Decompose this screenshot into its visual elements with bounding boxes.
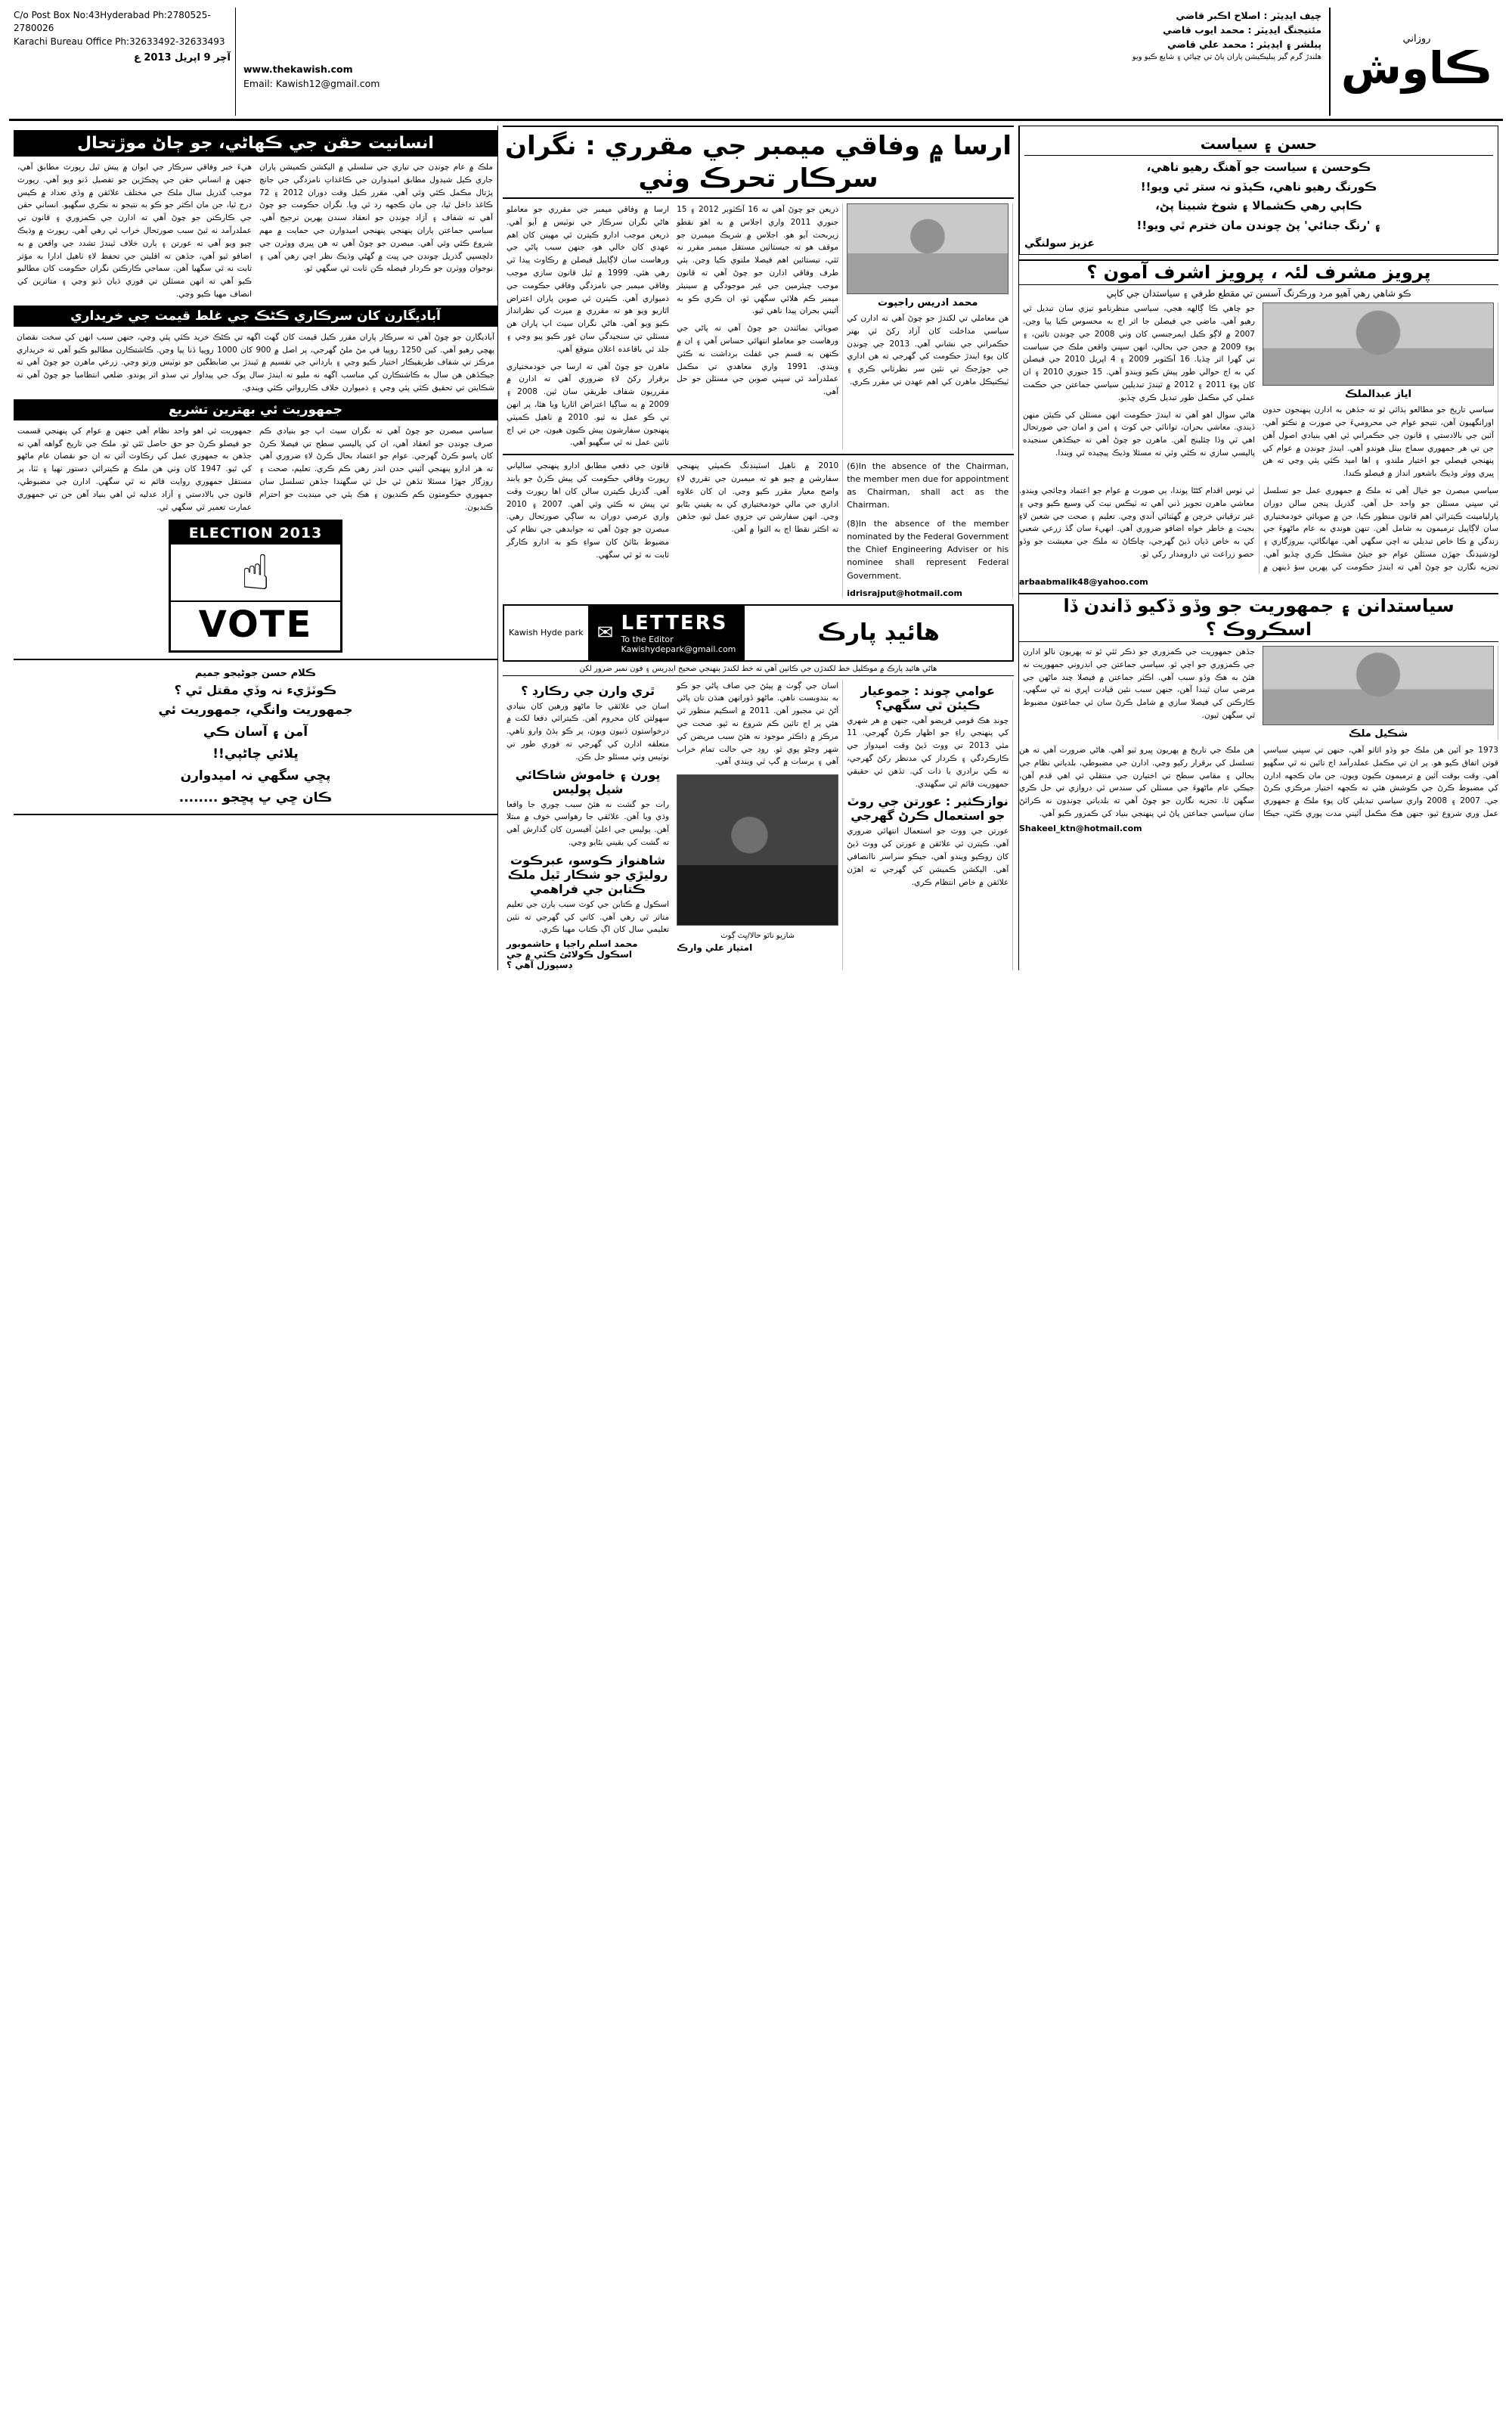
left-a1-col2: سياسي تاريخ جو مطالعو ٻڌائي ٿو ته جڏهن به ادارن پنهنجون حدون اورانگهيون آهن، نتيجو عوام جي محروميءَ جي صورت ۾ نڪتو آهي. آئين جي بالادستي ۽ قانون جي حڪمراني ئي اهي بنيادي اصول آهن جن تي هر جمهوري سماج بيٺل هوندو آهي. ايندڙ چونڊن ۾ عوام کي پنهنجي فيصلي جو اختيار ملندو، ۽ اها اميد ڪئي پئي وڃي ته هن ڀيري ووٽر وڌيڪ باشعور انداز ۾ فيصلو ڪندا.	[1263, 405, 1494, 479]
left-article-1-author: اياز عبدالملڪ	[1345, 389, 1411, 401]
left-article-2-email[interactable]: Shakeel_ktn@hotmail.com	[1019, 823, 1142, 833]
letters-photo-caption: شازيو ناٿو حالا/ڀٽ ڳوٺ	[720, 932, 795, 941]
pointing-hand-icon: ☝	[240, 545, 271, 602]
poem-box-title: حسن ۽ سياست	[1024, 135, 1493, 156]
left-article-1-kicker: ڪو شاهي رهي آهيو مرد ورڪرنگ آسسن تي مقطع طرفي ۽ سياستدان جي کاٻي	[1106, 288, 1411, 299]
hyde-park-header	[503, 604, 1014, 662]
letters-instruction: هاڻي هائيڊ پارڪ ۾ موڪليل خط لکندڙن جي ڪاٺين آهي ته خط لکندڙ پنهنجي صحيح ايڊريس ۽ فون نمبر ضرور لکن	[503, 665, 1014, 676]
masthead-contact-block	[9, 8, 236, 116]
masthead-tagline: هلندڙ گرم گير پبليڪيشن پاران پاڻ تي ڇپائي ۽ شايع ڪيو ويو	[1132, 53, 1321, 62]
lead2-col-2: 2010 ۾ ٺاهيل اسٽينڊنگ ڪميٽي پنهنجي سفارشن ۾ چيو هو ته ميمبرن جي تقرري لاءِ واضح معيار مقرر ڪيو وڃي. ان کان علاوه اداري جي مالي خودمختياري کي به يقيني بڻايو وڃي. انهن سفارشن تي جزوي عمل ٿيو، جڏهن ته اڪثر نقطا اڄ به التوا ۾ آهن.	[677, 461, 839, 535]
right-bottom-heading: ڪوٽڙيء نہ وڏي مقتل ٿي ؟	[174, 683, 337, 698]
letter-body-1: اسان جي علائقي جا ماڻهو ورهين کان بنيادي سهولتن کان محروم آهن. ڪيترائي دفعا لکت ۾ درخواستون ڏنيون ويون، پر ڪو ٻڌڻ وارو ناهي. متعلقه ادارن کي گهرجي ته فوري طور تي نوٽيس وٺي مسئلو حل ڪن.	[507, 701, 670, 762]
letter-title-1: ٿري وارن جي رڪارڊ ؟	[521, 683, 655, 698]
left-article-2-columns	[1019, 646, 1498, 740]
mailbox-icon: ✉	[596, 621, 614, 644]
left-a1-col1b: هاڻي سوال اهو آهي ته ايندڙ حڪومت انهن مسئلن کي ڪيئن منهن ڏيندي. معاشي بحران، توانائي جي کوٽ ۽ امن و امان جي صورتحال اهي ٽي وڏا چئلينج آهن. ماهرن جو چوڻ آهي ته جيڪڏهن سنجيده پاليسي سازي نه ڪئي وئي ته مسئلا وڌيڪ پيچيده ٿي ويندا.	[1023, 410, 1255, 458]
left-a1-col1: جو چاهي ڪا ڳالهه هجي، سياسي منظرنامو تيزي سان تبديل ٿي رهيو آهي. ماضي جي فيصلن جا اثر اڄ به محسوس ڪيا پيا وڃن. 2007 ۾ لاڳو ڪيل ايمرجنسي کان وٺي 2008 جي چونڊن تائين، ۽ پوءِ 2009 ۾ ججن جي بحالي، انهن سڀني واقعن ملڪ جي سياست تي گهرا اثر ڇڏيا. 16 آڪٽوبر 2009 ۽ 4 اپريل 2010 جي فيصلن کي به اڄ حوالي طور پيش ڪيو ويندو آهي. 15 جنوري 2010 ۽ ان کان پوءِ 2011 ۽ 2012 ۾ ٿيندڙ تبديلين سياسي جماعتن جي حڪمت عملي کي مڪمل طور تبديل ڪري ڇڏيو.	[1023, 304, 1256, 402]
left-article-1-email[interactable]: arbaabmalik48@yahoo.com	[1019, 576, 1148, 587]
letter-title-7: نوازڪثير : عورتن جي روٽ جو استعمال ڪرڻ گهرجي	[847, 794, 1009, 824]
left-article-2-headline: سياستدانن ۽ جمهوريت جو وڏو ڏکيو ڏاندن ڏا اسڪروڪ ؟	[1019, 593, 1498, 642]
letters-col-2-text: اسان جي ڳوٺ ۾ پيئڻ جي صاف پاڻي جو ڪو به بندوبست ناهي. ماڻهو ڏورانهن هنڌن تان پاڻي آڻڻ تي مجبور آهن. 2011 ۾ اسڪيم منظور ٿي هئي پر اڄ تائين ڪم شروع نه ٿيو. صحت جي مرڪز ۾ ڊاڪٽر موجود نه هئڻ سبب مريضن کي شهر وڃڻو پوي ٿو. روڊ جي حالت تمام خراب آهي ۽ برسات ۾ گپ ٿي ويندي آهي.	[677, 681, 839, 767]
masthead-logo	[1329, 8, 1503, 116]
poem-poet: عزيز سولنگي	[1024, 237, 1095, 250]
lead-headline: ارسا ۾ وفاقي ميمبر جي مقرري : نگران سرڪار تحرڪ وٺي	[503, 126, 1014, 199]
masthead-email[interactable]: Email: Kawish12@gmail.com	[243, 78, 380, 89]
english-clause-8: (8)In the absence of the member nominated by the Federal Government the Chief Engineering Adviser or his nominee shall represent Federal Government.	[847, 519, 1009, 581]
lead-col-3: هن معاملي تي لکندڙ جو چوڻ آهي ته ادارن کي سياسي مداخلت کان آزاد رکڻ ئي بهتر حڪمراني جي نشاني آهي. 2013 جي چونڊن کان پوءِ ايندڙ حڪومت کي گهرجي ته هن اداري جي جوڙجڪ تي نئين سر نظرثاني ڪري ۽ ٽيڪنيڪل ماهرن کي اهم عهدن تي مقرر ڪري.	[847, 314, 1009, 386]
zone-left	[1019, 126, 1503, 970]
lead-article-columns-2	[503, 460, 1014, 597]
poem-line-4: ۽ 'رنگ جنائي' پڻ چوندن مان خترم ٿي ويو!!	[1136, 218, 1381, 232]
banner-wheat-purchase: آباديگارن کان سرڪاري ڪڻڪ جي غلط قيمت جي خريداري	[14, 306, 497, 327]
masthead-logo-sub: روزاني	[1402, 33, 1431, 45]
letters-columns	[503, 680, 1014, 971]
right-bottom-line-2: آمن ۽ آسان ڪي	[203, 724, 308, 740]
vote-label: VOTE	[171, 600, 340, 646]
hyde-park-title-en: Kawish Hyde park	[509, 628, 584, 638]
right-bottom-line-3: ڀلائي چاڻپي!!	[212, 746, 299, 762]
lead-col-1b: ماهرن جو چوڻ آهي ته ارسا جي خودمختياري برقرار رکڻ لاءِ ضروري آهي ته ادارن ۾ مقرريون شفاف طريقي سان ٿين. 2008 ۽ 2009 ۾ به ساڳيا اعتراض اٿاريا ويا هئا، پر انهن تي ڪو عمل نه ٿيو. 2010 ۾ ٺاهيل ڪميٽي پنهنجون سفارشون پيش ڪيون هيون، جن تي اڄ تائين عمل نه ٿي سگهيو آهي.	[507, 361, 670, 448]
lead-article-columns	[503, 203, 1014, 449]
author-email[interactable]: idrisrajput@hotmail.com	[847, 588, 962, 598]
right-col-a-text: هيءَ خبر وفاقي سرڪار جي ايوان ۾ پيش ٿيل رپورٽ مطابق آهي، جنهن ۾ انساني حقن جي ڀڃڪڙين جو تفصيل ڏنو ويو آهي. رپورٽ موجب گذريل سال ملڪ جي مختلف علائقن ۾ وڏي تعداد ۾ ڪيس درج ٿيا، جن مان اڪثر جو ڪو به نتيجو نه نڪري سگهيو. انساني حقن جي ڪارڪنن جو چوڻ آهي ته ادارن جي ڪمزوري ۽ قانون تي عملدرآمد نه ٿيڻ سبب صورتحال خراب ٿي رهي آهي. رپورٽ ۾ وڌيڪ چيو ويو آهي ته عورتن ۽ ٻارن خلاف ٿيندڙ تشدد جي واقعن ۾ به اضافو ٿيو آهي، جڏهن ته اقليتن جي تحفظ لاءِ ٺاهيل ادارا به مؤثر ثابت نه ٿي سگهيا آهن. سماجي ڪارڪنن نگران حڪومت کان مطالبو ڪيو آهي ته انهن مسئلن تي فوري ڌيان ڏنو وڃي ۽ متاثرين کي انصاف مهيا ڪيو وڃي.	[17, 163, 252, 299]
left-article-1-body: سياسي مبصرن جو خيال آهي ته ملڪ ۾ جمهوري عمل جو تسلسل ئي سڀني مسئلن جو واحد حل آهي. گذريل پنجن سالن دوران پارليامينٽ ڪيترائي اهم قانون منظور ڪيا، جن ۾ صوبائي خودمختياري سان لاڳاپيل ترميمون به شامل آهن. تنهن هوندي به عام ماڻهوءَ جي زندگي ۾ ڪا خاص تبديلي نه اچي سگهي آهي. مهانگائي، بيروزگاري ۽ لوڊشيڊنگ جهڙن مسئلن عوام جو جيئڻ مشڪل ڪري ڇڏيو آهي. تجزيه نگارن جو چوڻ آهي ته ايندڙ حڪومت کي پهرين سؤ ڏينهن ۾ ئي ٺوس اقدام کڻڻا پوندا، ٻي صورت ۾ عوام جو اعتماد وڃائجي ويندو. معاشي ماهرن تجويز ڏني آهي ته ٽيڪس نيٽ کي وسيع ڪيو وڃي ۽ غير ترقياتي خرچن ۾ گهٽتائي آندي وڃي. تعليم ۽ صحت جي شعبن لاءِ بجيٽ ۾ خاطر خواه اضافو ضروري آهي. انهيءَ سان گڏ زرعي شعبي کي به خاص ڌيان ڏيڻ گهرجي، ڇاڪاڻ ته ملڪ جي معيشت جو وڏو حصو زراعت تي دارومدار رکي ٿو.	[1019, 486, 1498, 572]
letter-body-2: رات جو گشت نه هئڻ سبب چوري جا واقعا وڌي ويا آهن. علائقي جا رهواسي خوف ۾ مبتلا آهن. پوليس جي اعليٰ آفيسرن کان گذارش آهي ته گشت کي يقيني بڻايو وڃي.	[507, 799, 670, 847]
letters-to-editor-logo	[588, 606, 745, 660]
letter-title-3: شاهنواز ڪوسو، عبرڪوت روليڙي جو شڪار ٿيل ملڪ ڪتابن جي فراهمي	[507, 852, 668, 896]
poem-line-2: ڪورنگ رهيو ناهي، ڪيڏو نہ ستر ٿي ويو!!	[1140, 179, 1377, 194]
letter-title-6: عوامي چوند : جموعيار ڪيئن ٿي سگهي؟	[860, 683, 995, 712]
election-label: ELECTION 2013	[171, 522, 340, 544]
hyde-park-title-ur: هائيڊ پارڪ	[817, 619, 940, 647]
left-article-2-body: 1973 جو آئين هن ملڪ جو وڏو اثاثو آهي، جنهن تي سڀني سياسي قوتن اتفاق ڪيو هو. پر ان تي مڪمل عملدرآمد اڄ تائين نه ٿي سگهيو آهي. وقت بوقت آئين ۾ ترميمون ڪيون ويون، جن مان ڪجهه ادارن کي مضبوط ڪرڻ جي ڪوشش هئي ته ڪجهه اختيار مرڪزي ڪرڻ جي. 2007 ۽ 2008 واري سياسي تبديلي کان پوءِ ملڪ ۾ جمهوري عمل وري شروع ٿيو، جنهن هڪ مڪمل آئيني مدت پوري ڪئي، جيڪا هن ملڪ جي تاريخ ۾ پهريون ڀيرو ٿيو آهي. هاڻي ضرورت آهي ته هن تسلسل کي برقرار رکيو وڃي. ادارن جي مضبوطي، بلدياتي نظام جي بحالي ۽ مقامي سطح تي اختيارن جي منتقلي ئي اهي قدم آهن، جيڪي عام ماڻهوءَ جي مسئلن کي سندس ئي دروازي تي حل ڪري سگهن ٿا. تجزيه نگارن جو چوڻ آهي ته بلدياتي چونڊون نه ڪرائڻ سان سياسي جماعتن پاڻ ئي پنهنجي بنياد کي ڪمزور ڪيو آهي.	[1019, 745, 1498, 818]
letters-logo-mail[interactable]: Kawishydepark@gmail.com	[621, 644, 736, 654]
masthead-karachi-office: Karachi Bureau Office Ph:32633492-32633493	[14, 36, 225, 47]
right-bottom-line-1: جمهوريت وانگي، جمهوريت ئي	[158, 703, 353, 718]
left-article-2-photo	[1263, 646, 1494, 725]
right-bottom-line-4: پڇي سگهي نہ اميدوارن	[180, 768, 331, 783]
right-bottom-line-5: ڪان ڇي ڀ پڇجو ........	[178, 790, 333, 805]
election-vote-graphic	[169, 520, 342, 653]
lead-col-2: ذريعن جو چوڻ آهي ته 16 آڪٽوبر 2012 ۽ 15 جنوري 2011 واري اجلاس ۾ به اهو نقطو زيربحث آيو هو. اجلاس ۾ شريڪ ميمبرن جو موقف هو ته جيستائين مستقل ميمبر مقرر نه ٿئي، تيستائين اهم فيصلا ملتوي ڪيا وڃن. ٻئي طرف وفاقي ادارن جو چوڻ آهي ته قانون موجب چيئرمين جي غير موجودگي ۾ سينيئر ميمبر ڪم هلائي سگهي ٿو، ان ڪري ڪو به آئيني بحران پيدا ناهي ٿيو.	[677, 205, 839, 316]
letter-body-6: چونڊ هڪ قومي فريضو آهي، جنهن ۾ هر شهري کي پنهنجي راءِ جو اظهار ڪرڻ گهرجي. 11 مئي 2013 تي ووٽ ڏيڻ وقت اميدوار جي ڪارڪردگي ۽ ڪردار کي مدنظر رکڻ گهرجي، نه ڪي برادري يا ذات کي. تڏهن ئي حقيقي جمهوريت قائم ٿي سگهندي.	[847, 715, 1009, 789]
letters-photo	[677, 774, 838, 926]
poem-line-3: ڪاٻي رهي ڪشمالا ۽ شوخ شبينا پڻ،	[1155, 199, 1362, 213]
left-article-1-photo	[1263, 302, 1494, 386]
letter-body-3: اسڪول ۾ ڪتابن جي کوٽ سبب ٻارن جي تعليم متاثر ٿي رهي آهي. کاتي کي گهرجي ته نئين تعليمي سال کان اڳ ڪتاب مهيا ڪري.	[507, 899, 670, 935]
banner-human-rights: انسانيت حقن جي ڪهاڻي، جو ڄاڻ موڙتحال	[14, 130, 497, 157]
lead-col-1: ارسا ۾ وفاقي ميمبر جي مقرري جو معاملو هاڻي نگران سرڪار جي نوٽيس ۾ آيو آهي. ذريعن موجب ادارو ڪيترن ئي مهينن کان اهم عهدي کان خالي هو، جنهن سبب پاڻي جي ورهاست سان لاڳاپيل فيصلن ۾ رڪاوٽ پيدا ٿي رهي هئي. 1999 ۾ ٿيل قانون سازي موجب وفاقي ميمبر جي نامزدگي وفاقي حڪومت جي ذميواري آهي. ڪيترن ئي صوبن پاران اعتراض اٿاريو ويو هو ته مقرري ۾ ميرٽ کي نظرانداز ڪيو ويو آهي. هاڻي نگران سيٽ اپ پاران هن مسئلي تي سنجيدگي سان غور ڪيو پيو وڃي ۽ جلد ئي باقاعده اعلان متوقع آهي.	[507, 205, 670, 354]
masthead-staff-block	[236, 8, 1329, 116]
staff-line-3: پبلشر ۽ ايڊيٽر : محمد علي قاضي	[1167, 38, 1321, 50]
right-bottom-author: ڪلام حسن جوڻيجو جميم	[194, 668, 317, 680]
letter-title-2: ڀورن ۽ خاموش شاڪائي شيل پوليس	[515, 767, 661, 796]
masthead	[9, 8, 1503, 121]
author-photo	[847, 203, 1009, 294]
right-bottom-poem-block	[14, 659, 497, 814]
left-a2-col1: جڏهن جمهوريت جي ڪمزوري جو ذڪر ٿئي ٿو ته پهريون نالو ادارن جي ڪمزوري جو اچي ٿو. سياسي جماعتن جي اندروني جمهوريت نه هئڻ به هڪ وڏو سبب آهي. اڪثر جماعتن ۾ فيصلا چند ماڻهن جي مرضي سان ٿيندا آهن، جنهن سبب نئين قيادت اڀري نه ٿي سگهي. ڪارڪنن کي فيصلا سازي ۾ شامل ڪرڻ سان ئي جماعتون مضبوط ٿي سگهن ٿيون.	[1023, 647, 1255, 720]
right-top-columns	[14, 161, 497, 301]
left-article-1-columns	[1019, 302, 1498, 480]
zone-mid	[497, 126, 1019, 970]
staff-line-2: مئنيجنگ ايڊيٽر : محمد ايوب قاضي	[1163, 23, 1321, 36]
masthead-website[interactable]: www.thekawish.com	[243, 64, 353, 76]
lead-photo-caption: محمد ادريس راجپوت	[878, 297, 978, 309]
left-article-1-headline: پرويز مشرف لئہ ، پرويز اشرف آمون ؟	[1019, 259, 1498, 285]
poem-line-1: ڪوحسن ۽ سياست جو آهنگ رهيو ناهي،	[1146, 160, 1371, 174]
staff-line-1: چيف ايڊيٽر : اصلاح اڪبر قاضي	[1176, 10, 1321, 21]
letters-logo-line2: To the Editor	[621, 634, 674, 644]
right-lower-b-text: سياسي مبصرن جو چوڻ آهي ته نگران سيٽ اپ جو بنيادي ڪم صرف چونڊن جو انعقاد آهي، ان کي پاليسي سطح تي فيصلا ڪرڻ کان پاسو ڪرڻ گهرجي. عوام جو اعتماد بحال ڪرڻ لاءِ ضروري آهي ته هر ادارو پنهنجي آئيني حدن اندر رهي ڪم ڪري. تعليم، صحت ۽ روزگار جهڙا مسئلا تڏهن ئي حل ٿي سگهندا جڏهن تسلسل سان جمهوري حڪومتون ڪم ڪنديون ۽ هڪ ٻئي جي مينڊيٽ جو احترام ڪنديون.	[259, 426, 493, 512]
lead2-col-1: قانون جي دفعي مطابق ادارو پنهنجي سالياني رپورٽ وفاقي حڪومت کي پيش ڪرڻ جو پابند آهي. گذريل ڪيترن سالن کان اها رپورٽ وقت تي پيش نه ڪئي وئي آهي. 2007 ۽ 2010 واري عرصي دوران به ساڳي صورتحال رهي. مبصرن جو چوڻ آهي ته جوابدهي جي نظام کي مضبوط بڻائڻ کان سواءِ ڪو به ادارو ڪارگر ثابت نه ٿو ٿي سگهي.	[507, 461, 670, 560]
english-clause-6: (6)In the absence of the Chairman, the member men due for appointment as Chairman, shall act as the Chairman.	[847, 461, 1009, 510]
right-lower-a-text: جمهوريت ئي اهو واحد نظام آهي جنهن ۾ عوام کي پنهنجي قسمت جو فيصلو ڪرڻ جو حق حاصل ٿئي ٿو. ملڪ جي تاريخ گواهه آهي ته جڏهن به جمهوري عمل کي رڪاوٽ آئي ته ان جو نقصان عام ماڻهو کي ٿيو. 1947 کان وٺي هن ملڪ ۾ ڪيترائي دستور ٺهيا ۽ ٽٽا، پر مستقل جمهوري روايت قائم نه ٿي سگهي. ادارن جي مضبوطي، قانون جي بالادستي ۽ آزاد عدليه ئي اهي بنياد آهن جن تي جمهوري عمارت تعمير ٿي سگهي ٿي.	[17, 426, 252, 512]
letters-logo-line1: LETTERS	[621, 611, 728, 634]
right-lower-columns	[14, 425, 497, 514]
lead-col-2b: صوبائي نمائندن جو چوڻ آهي ته پاڻي جي ورهاست جو معاملو انتهائي حساس آهي ۽ ان ۾ ڪنهن به قسم جي غفلت برداشت نه ڪئي ويندي. 1991 واري معاهدي تي مڪمل عملدرآمد ئي سڀني صوبن جي مسئلن جو حل آهي.	[677, 324, 839, 397]
poem-box	[1019, 126, 1498, 255]
letter-body-7: عورتن جي ووٽ جو استعمال انتهائي ضروري آهي. ڪيترن ئي علائقن ۾ عورتن کي ووٽ ڏيڻ کان روڪيو ويندو آهي، جيڪو سراسر ناانصافي آهي. الیکشن ڪميشن کي گهرجي ته اهڙن علائقن ۾ خاص انتظام ڪري.	[847, 827, 1009, 887]
banner-democracy: جمهوريت ئي بهترين تشريع	[14, 399, 497, 420]
right-wheat-text: آباديگارن جو چوڻ آهي ته سرڪار پاران مقرر ڪيل قيمت کان گهٽ اگهه تي ڪڻڪ خريد ڪئي پئي وڃي، جنهن سبب انهن کي سخت نقصان پهچي رهيو آهي. کين 1250 روپيا في مڻ ملڻ گهرجي، پر اصل ۾ 900 کان 1000 روپيا ڏنا پيا وڃن. ڪاشتڪارن مطالبو ڪيو آهي ته خريداري مرڪز تي شفاف طريقيڪار اختيار ڪيو وڃي ۽ بارداني جي تقسيم ۾ ٿيندڙ بي ضابطگين جو نوٽيس ورتو وڃي. زرعي ماهرن جو چوڻ آهي ته جيڪڏهن هن سال به ڪاشتڪارن کي مناسب اگهه نه مليو ته ايندڙ سال پوک جي پيداوار تي سڌو اثر پوندو. ضلعي انتظاميا جو چوڻ آهي ته شڪايتن تي تحقيق ڪئي پئي وڃي ۽ ذميوارن خلاف ڪارروائي ڪئي ويندي.	[17, 332, 494, 392]
page-content	[9, 126, 1503, 970]
left-article-2-author: شڪيل ملڪ	[1348, 728, 1408, 740]
letter-signature-1: محمد اسلم راجپا ۽ حاشموبور اسڪول ڪولاڻئ ڪٿي ۾ جي ڊسپوزل آهي ؟	[507, 939, 638, 971]
masthead-logo-title: ڪاوش	[1340, 42, 1493, 94]
zone-right	[9, 126, 497, 970]
masthead-pobox: C/o Post Box No:43Hyderabad Ph:2780525-2780026	[14, 10, 211, 34]
masthead-date: آچر 9 اپريل 2013 ع	[133, 52, 231, 64]
right-col-b-text: ملڪ ۾ عام چونڊن جي تياري جي سلسلي ۾ الیکشن ڪميشن پاران جاري ڪيل شيڊول مطابق اميدوارن جي ڪاغذاتِ نامزدگي جي جانچ پڙتال مڪمل ڪئي وئي آهي. مقرر ڪيل وقت دوران 2012 ۽ 72 ڪاغذ داخل ٿيا، جن مان ڪجهه رد ٿي ويا. نگران حڪومت جو چوڻ آهي ته شفاف ۽ آزاد چونڊن جو انعقاد سندن پهرين ترجيح آهي. سياسي جماعتن پاران پنهنجي پنهنجي اميدوارن جي حمايت ۾ مهم شروع ڪئي وئي آهي. مبصرن جو چوڻ آهي ته هن ڀيري ووٽرن جي دلچسپي گذريل چونڊن جي ڀيٽ ۾ گهڻي وڌيڪ نظر اچي رهي آهي ۽ نوجوان ووٽرن جو ڪردار فيصله ڪن ثابت ٿي سگهي ٿو.	[259, 163, 493, 274]
letter-signature-2: امتياز علي وارڪ	[677, 942, 753, 954]
